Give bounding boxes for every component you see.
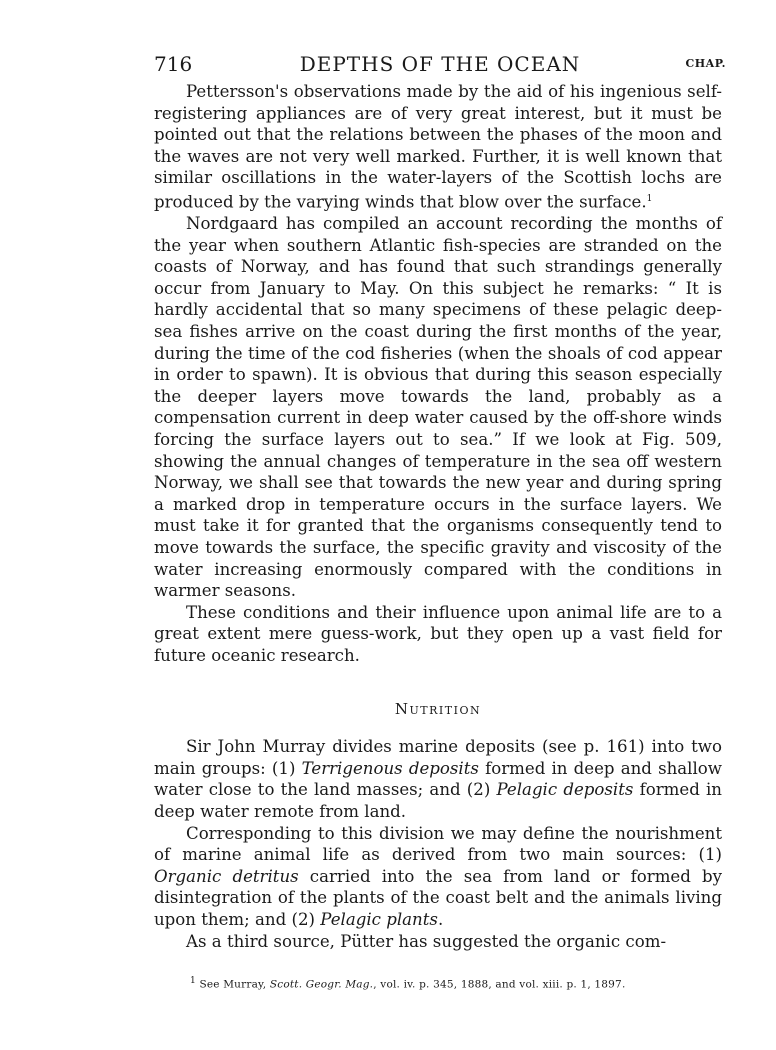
italic-term: Pelagic deposits: [496, 780, 634, 800]
chapter-label: CHAP.: [685, 57, 726, 70]
text-run: .: [437, 909, 444, 929]
running-title: DEPTHS OF THE OCEAN: [299, 52, 581, 76]
paragraph-text: Pettersson's observations made by the aid of his ingenious self-registering appliances are of very great interest, but it must be pointed out that the relations between the phases of the moon and the waves are not very well marked. Further, it is well known that similar oscillations in the water-layers of the Scottish lochs are produced by the varying winds that blow over the surface.: [154, 82, 722, 212]
italic-term: Terrigenous deposits: [301, 758, 479, 778]
page-header: [154, 52, 726, 82]
paragraph: [154, 823, 722, 931]
italic-term: Organic detritus: [154, 866, 299, 886]
footnote-text: , vol. iv. p. 345, 1888, and vol. xiii. p. 1, 1897.: [373, 978, 626, 991]
text-run: Corresponding to this division we may define the nourishment of marine animal life as derived from two main sources: (1): [154, 823, 722, 865]
footnote-source: Scott. Geogr. Mag.: [269, 978, 374, 991]
footnote: [190, 976, 730, 991]
footnote-number: 1: [190, 976, 196, 986]
footnote-text: See Murray,: [195, 978, 270, 991]
paragraph: As a third source, Pütter has suggested the organic com-: [186, 931, 667, 951]
page-number: 716: [154, 52, 193, 76]
paragraph: Nordgaard has compiled an account recording the months of the year when southern Atlantic fish-species are stranded on the coasts of Norway, and has found that such strandings generally occur from January to May. On this subject he remarks: “ It is hardly accidental that so many specimens of these pelagic deep-sea fishes arrive on the coast during the first months of the year, during the time of the cod fisheries (when the shoals of cod appear in order to spawn). It is obvious that during this season especially the deeper layers move towards the land, probably as a compensation current in deep water caused by the off-shore winds forcing the surface layers out to sea.” If we look at Fig. 509, showing the annual changes of temperature in the sea off western Norway, we shall see that towards the new year and during spring a marked drop in temperature occurs in the surface layers. We must take it for granted that the organisms consequently tend to move towards the surface, the specific gravity and viscosity of the water increasing enormously compared with the conditions in warmer seasons.: [154, 214, 722, 601]
section-heading: Nutrition: [394, 699, 482, 718]
text-run: formed in deep and shallow water close to the land masses; and (2): [154, 758, 722, 800]
italic-term: Pelagic plants: [320, 909, 438, 929]
paragraph: [154, 736, 722, 822]
text-run: carried into the sea from land or formed by disintegration of the plants of the coast belt and the animals living upon them; and (2): [154, 866, 722, 929]
text-run: Sir John Murray divides marine deposits (see p. 161) into two main groups: (1): [154, 737, 722, 778]
paragraph: [154, 81, 722, 213]
paragraph: These conditions and their influence upon animal life are to a great extent mere guess-work, but they open up a vast field for future oceanic research.: [154, 602, 722, 665]
text-run: formed in deep water remote from land.: [154, 780, 722, 821]
footnote-marker: 1: [646, 193, 653, 204]
body-text: [154, 81, 722, 952]
